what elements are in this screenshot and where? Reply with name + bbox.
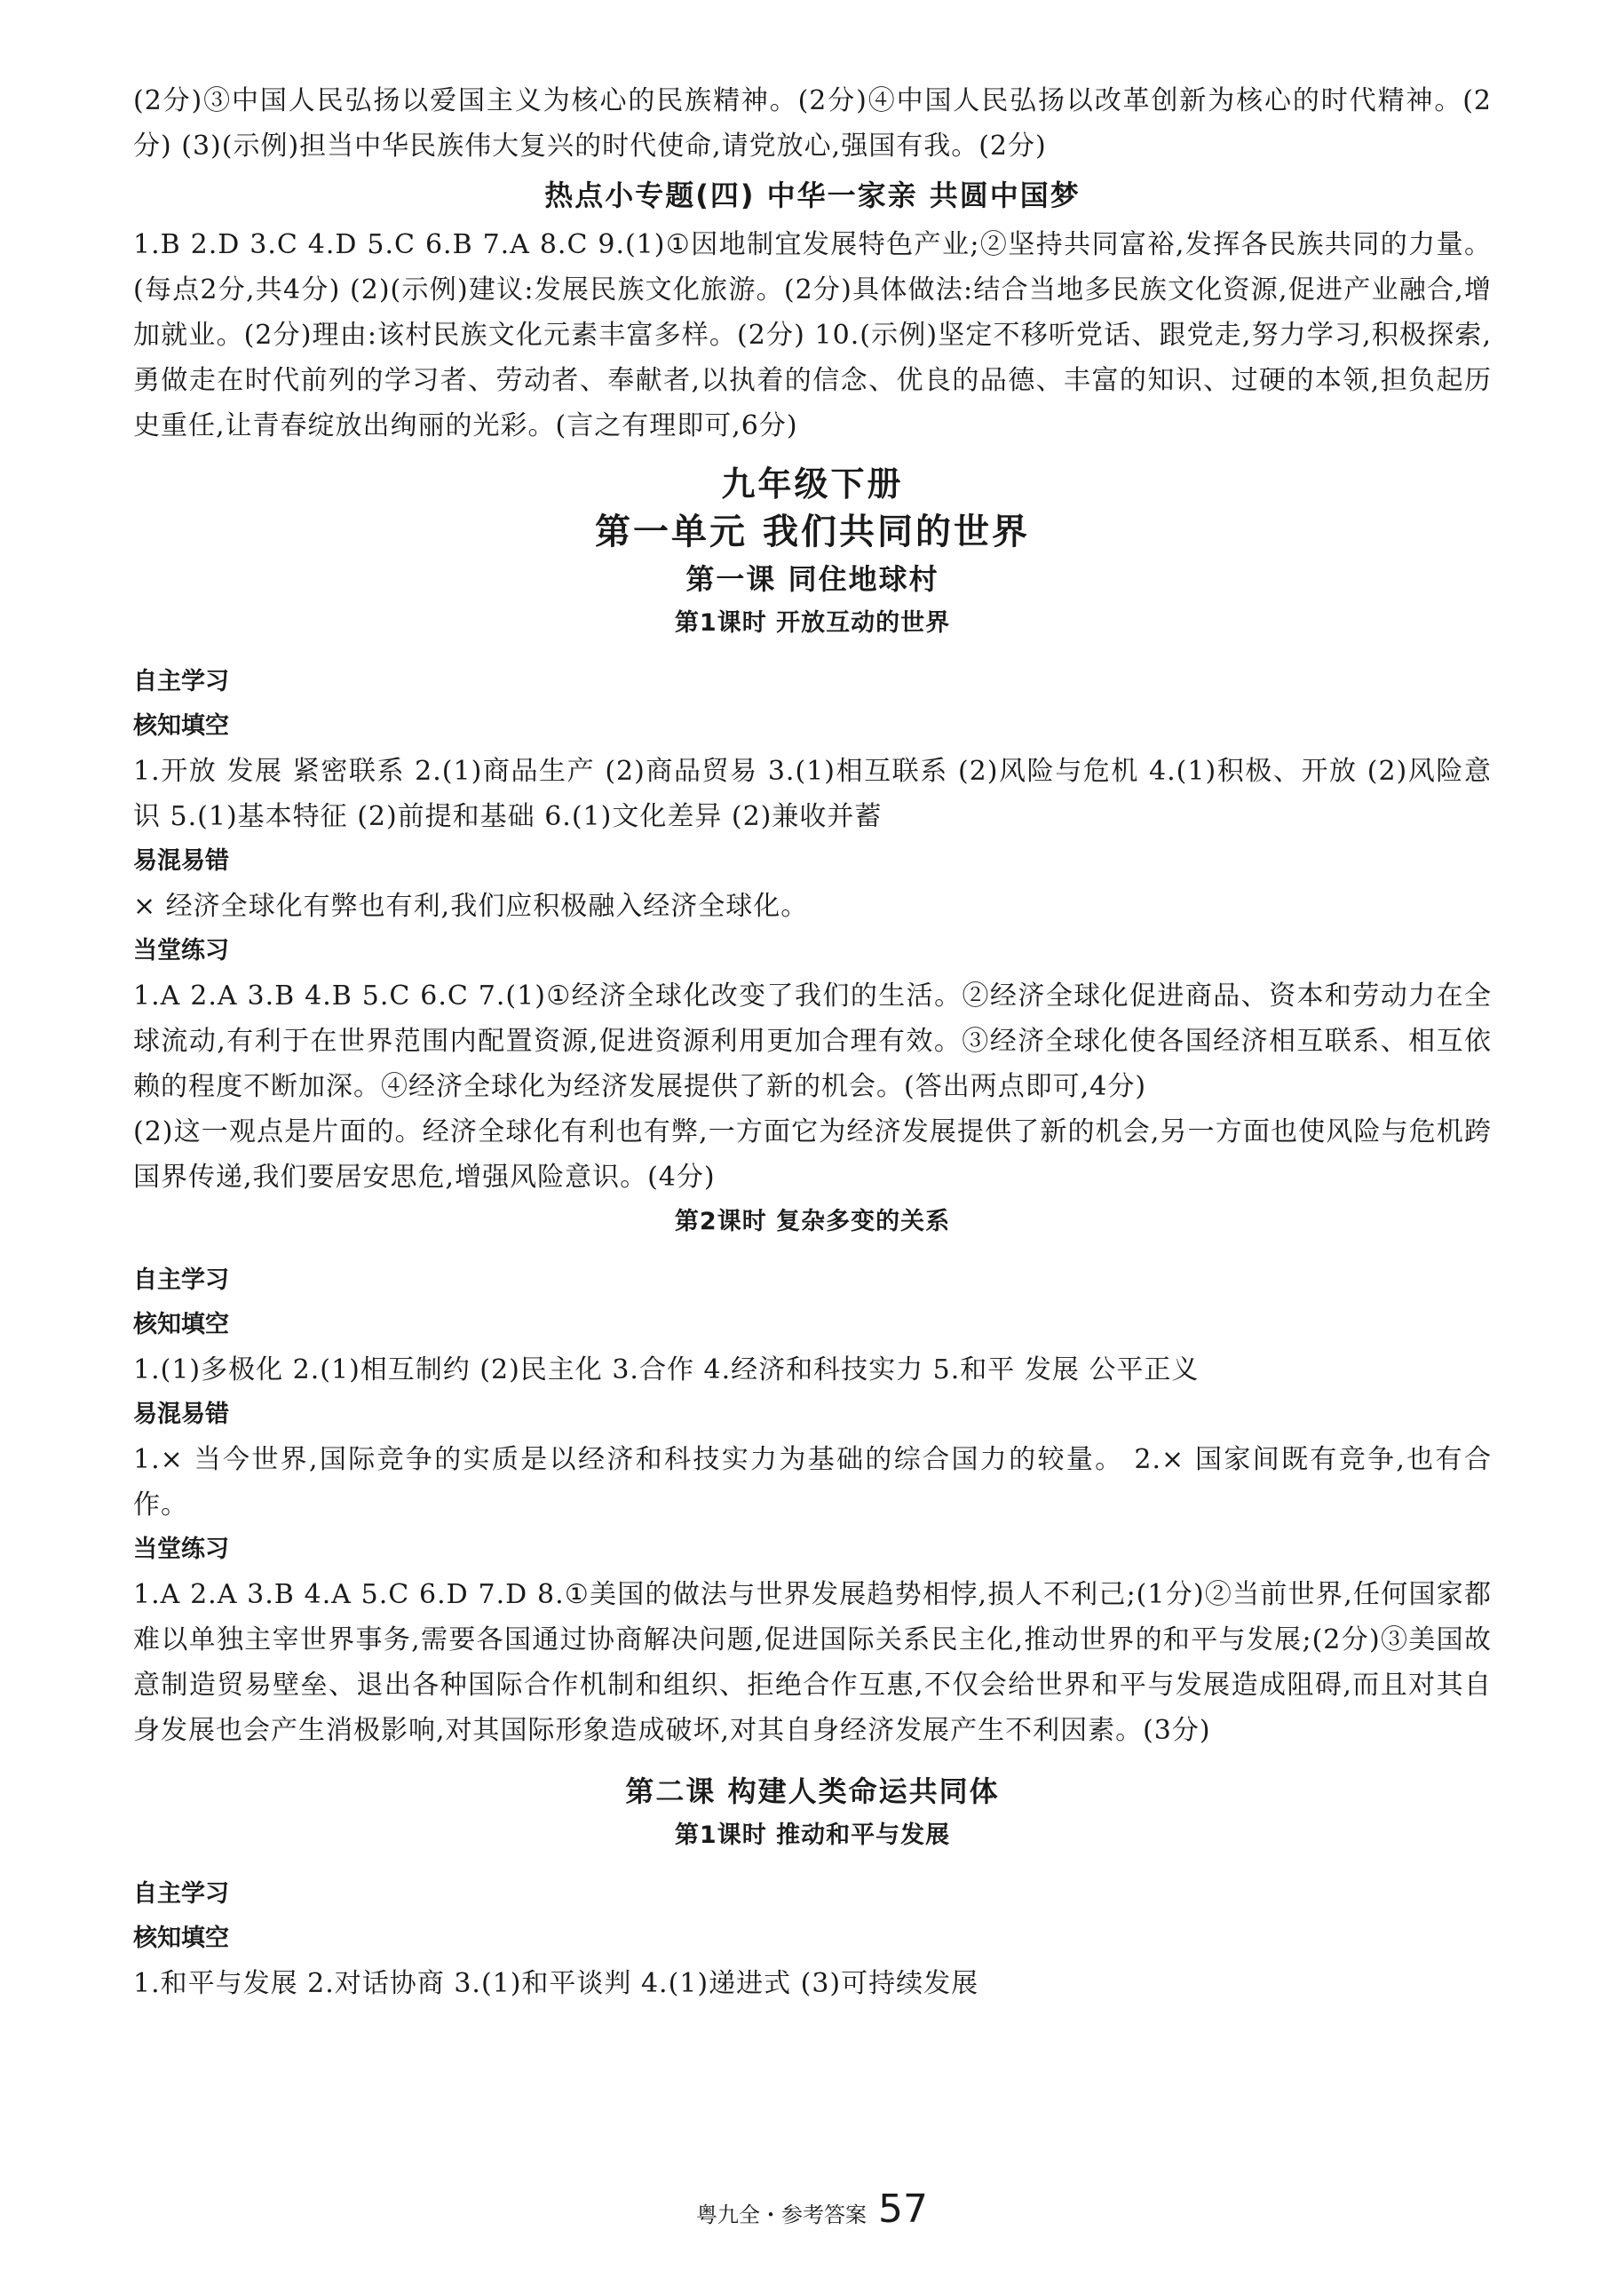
lesson1-title: 第一课 同住地球村 [685, 562, 939, 596]
lesson2-period1-title: 第1课时 推动和平与发展 [674, 1822, 951, 1849]
lesson2-title: 第二课 构建人类命运共同体 [625, 1774, 1000, 1808]
section-fill-blank: 核知填空 [133, 1311, 229, 1338]
fill-answers: 1.(1)多极化 2.(1)相互制约 (2)民主化 3.合作 4.经济和科技实力 5.和平 发展 公平正义 [133, 1354, 1200, 1385]
footer-label: 粤九全・参考答案 [695, 2203, 867, 2227]
unit-title: 第一单元 我们共同的世界 [595, 512, 1030, 552]
topic-answers: 1.B 2.D 3.C 4.D 5.C 6.B 7.A 8.C 9.(1)①因地制宜发展特色产业;②坚持共同富裕,发挥各民族共同的力量。(每点2分,共4分) (2)(示例)建议:发展民族文化旅游。(2分)具体做法:结合当地多民族文化资源,促进产业融合,增加就业。(2分)理由:该村民族文化元素丰富多样。(2分) 10.(示例)坚定不移听党话、跟党走,努力学习,积极探索,勇做走在时代前列的学习者、劳动者、奉献者,以执着的信念、优良的品德、丰富的知识、过硬的本领,担负起历史重任,让青春绽放出绚丽的光彩。(言之有理即可,6分) [133, 229, 1492, 441]
intro-paragraph: (2分)③中国人民弘扬以爱国主义为核心的民族精神。(2分)④中国人民弘扬以改革创新为核心的时代精神。(2分) (3)(示例)担当中华民族伟大复兴的时代使命,请党放心,强国有我。(2分) [133, 85, 1492, 162]
section-fill-blank: 核知填空 [133, 1925, 229, 1952]
practice-answers: 1.A 2.A 3.B 4.A 5.C 6.D 7.D 8.①美国的做法与世界发展趋势相悖,损人不利己;(1分)②当前世界,任何国家都难以单独主宰世界事务,需要各国通过协商解决问题,促进国际关系民主化,推动世界的和平与发展;(2分)③美国故意制造贸易壁垒、退出各种国际合作机制和组织、拒绝合作互惠,不仅会给世界和平与发展造成阻碍,而且对其自身发展也会产生消极影响,对其国际形象造成破坏,对其自身经济发展产生不利因素。(3分) [133, 1579, 1492, 1746]
practice-answers: 1.A 2.A 3.B 4.B 5.C 6.C 7.(1)①经济全球化改变了我们的生活。②经济全球化促进商品、资本和劳动力在全球流动,有利于在世界范围内配置资源,促进资源利用更加合理有效。③经济全球化使各国经济相互联系、相互依赖的程度不断加深。④经济全球化为经济发展提供了新的机会。(答出两点即可,4分) [133, 980, 1492, 1102]
section-self-study: 自主学习 [133, 668, 229, 695]
fill-answers: 1.和平与发展 2.对话协商 3.(1)和平谈判 4.(1)递进式 (3)可持续发展 [133, 1968, 979, 1999]
answer-page [133, 78, 1492, 2006]
lesson1-period1-title: 第1课时 开放互动的世界 [674, 609, 951, 637]
page-number: 57 [878, 2187, 929, 2232]
fill-answers: 1.开放 发展 紧密联系 2.(1)商品生产 (2)商品贸易 3.(1)相互联系 (2)风险与危机 4.(1)积极、开放 (2)风险意识 5.(1)基本特征 (2)前提和基础 6.(1)文化差异 (2)兼收并蓄 [133, 756, 1492, 832]
confusing-answers: × 经济全球化有弊也有利,我们应积极融入经济全球化。 [133, 891, 809, 922]
section-confusing: 易混易错 [133, 1401, 229, 1428]
book-title: 九年级下册 [721, 464, 904, 504]
confusing-answers: 1.× 当今世界,国际竞争的实质是以经济和科技实力为基础的综合国力的较量。 2.× 国家间既有竞争,也有合作。 [133, 1444, 1492, 1520]
section-practice: 当堂练习 [133, 937, 229, 964]
lesson1-period2-title: 第2课时 复杂多变的关系 [674, 1208, 951, 1235]
section-self-study: 自主学习 [133, 1266, 229, 1294]
practice-answers-part2: (2)这一观点是片面的。经济全球化有利也有弊,一方面它为经济发展提供了新的机会,另一方面也使风险与危机跨国界传递,我们要居安思危,增强风险意识。(4分) [133, 1116, 1492, 1193]
page-footer [0, 2187, 1624, 2232]
section-confusing: 易混易错 [133, 847, 229, 875]
section-self-study: 自主学习 [133, 1880, 229, 1908]
topic-title: 热点小专题(四) 中华一家亲 共圆中国梦 [544, 179, 1081, 212]
section-fill-blank: 核知填空 [133, 712, 229, 740]
section-practice: 当堂练习 [133, 1536, 229, 1563]
